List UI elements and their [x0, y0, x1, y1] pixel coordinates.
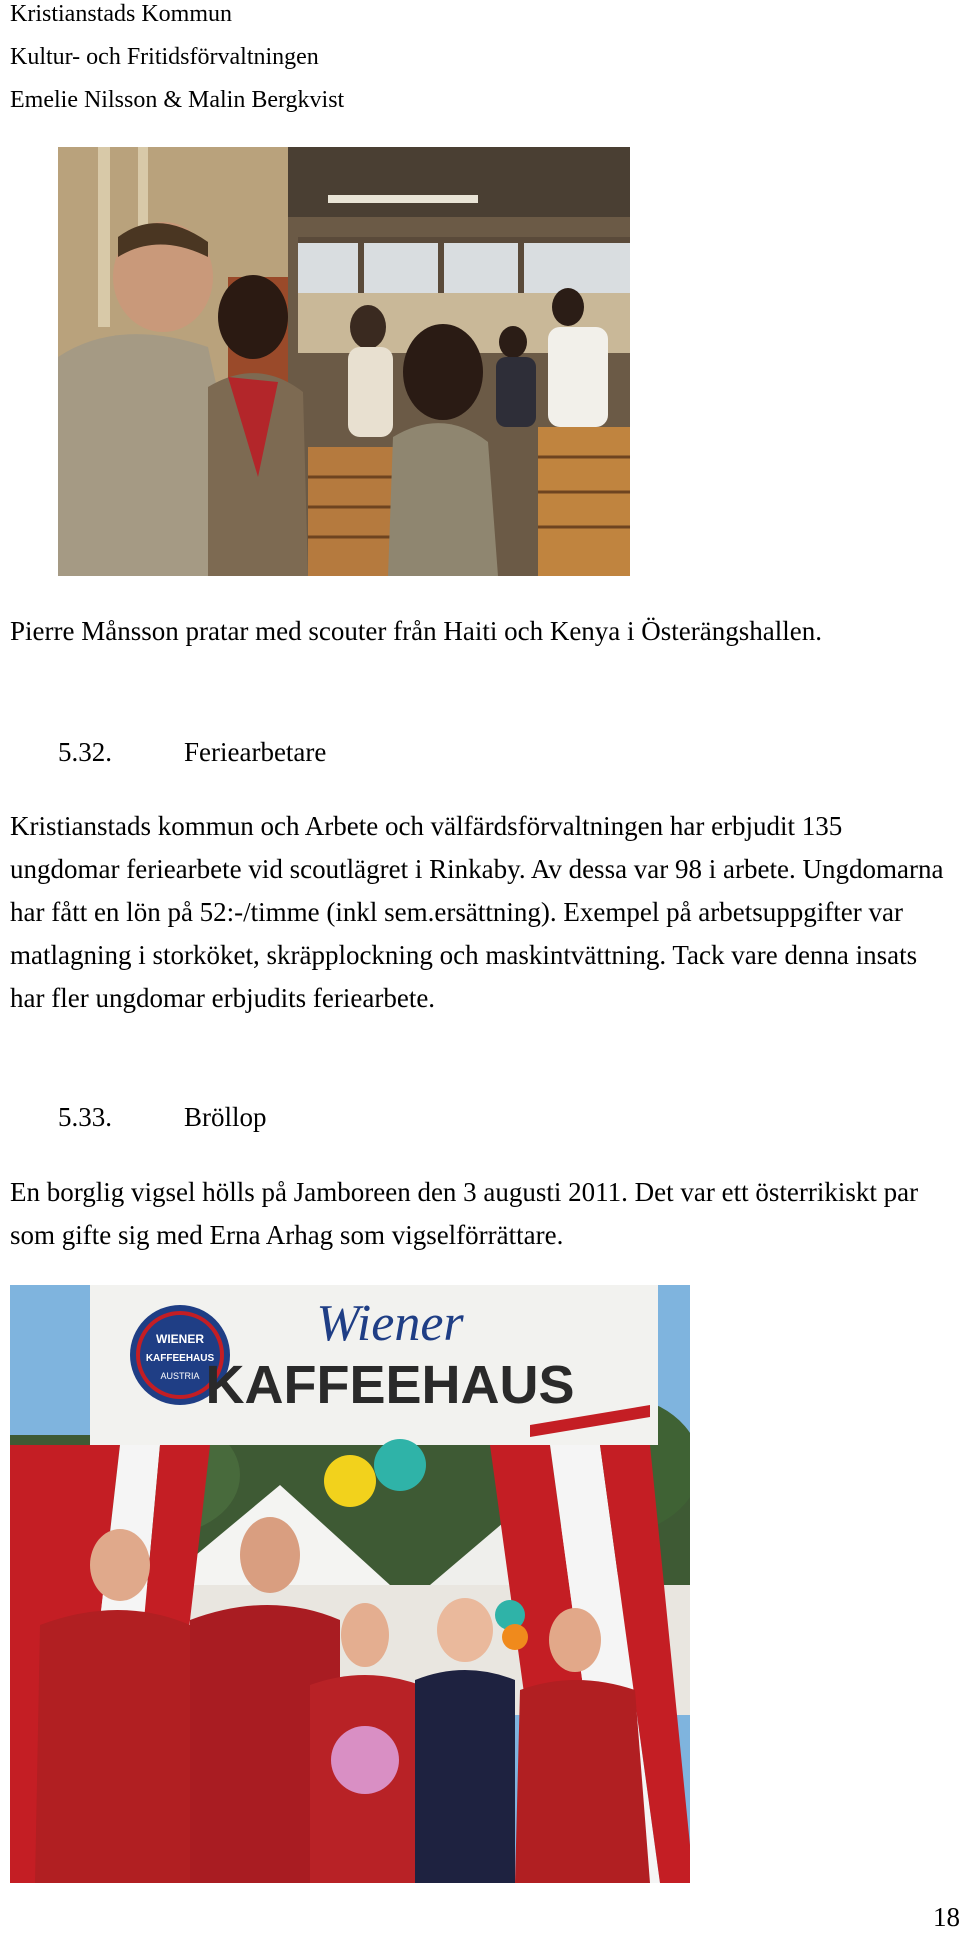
badge-mid-text: KAFFEEHAUS	[145, 1353, 215, 1364]
banner-script-text: Wiener	[316, 1295, 464, 1352]
photo-wedding-kaffeehaus	[10, 1285, 690, 1883]
header-department: Kultur- och Fritidsförvaltningen	[10, 44, 319, 70]
section-number: 5.33.	[58, 1102, 112, 1132]
banner-main-text: KAFFEEHAUS	[205, 1355, 575, 1415]
section-number: 5.32.	[58, 737, 112, 767]
badge-bottom-text: AUSTRIA	[160, 1371, 200, 1381]
section-title: Feriearbetare	[184, 737, 327, 767]
photo-caption: Pierre Månsson pratar med scouter från Haiti och Kenya i Österängshallen.	[10, 616, 822, 646]
header-organization: Kristianstads Kommun	[10, 1, 232, 27]
section-body: Kristianstads kommun och Arbete och välfärdsförvaltningen har erbjudit 135 ungdomar feriearbete vid scoutlägret i Rinkaby. Av dessa var 98 i arbete. Ungdomarna har fått en lön på 52:-/timme (inkl sem.ersättning). Exempel på arbetsuppgifter var matlagning i storköket, skräpplockning och maskintvättning. Tack vare denna insats har fler ungdomar erbjudits feriearbete.	[10, 811, 944, 1013]
photo-scouts-sports-hall	[58, 147, 630, 576]
section-title: Bröllop	[184, 1102, 267, 1132]
header-authors: Emelie Nilsson & Malin Bergkvist	[10, 87, 345, 113]
section-body: En borglig vigsel hölls på Jamboreen den 3 augusti 2011. Det var ett österrikiskt par som gifte sig med Erna Arhag som vigselförrättare.	[10, 1177, 919, 1250]
page-number: 18	[933, 1902, 960, 1932]
badge-top-text: WIENER	[156, 1332, 204, 1346]
